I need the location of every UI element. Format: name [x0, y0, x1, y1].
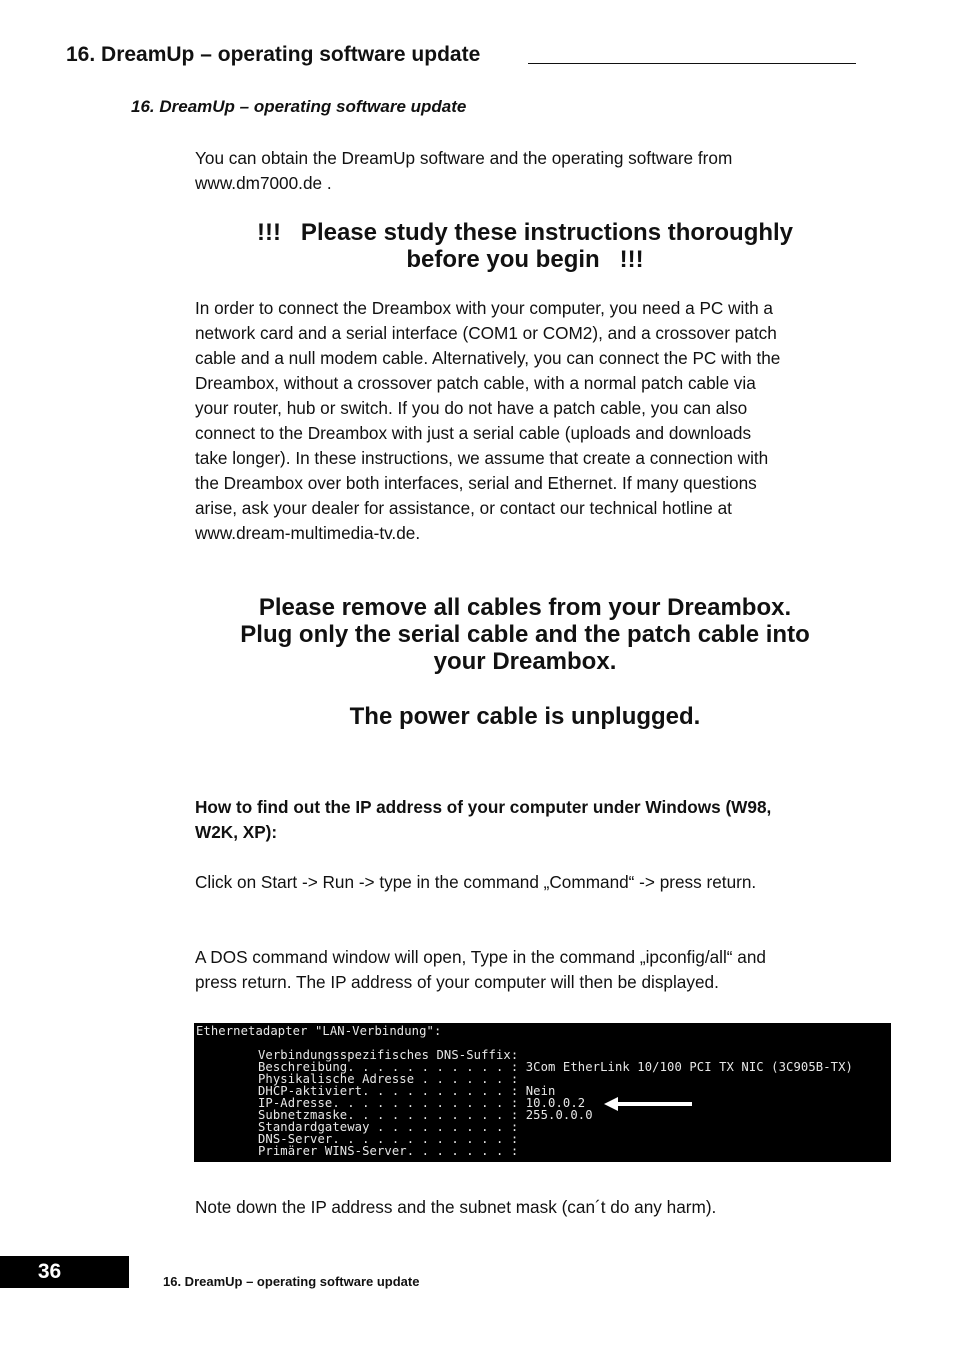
page-header-title: 16. DreamUp – operating software update	[66, 43, 481, 66]
step-dos-line: A DOS command window will open, Type in the command „ipconfig/all“ and	[195, 947, 766, 967]
footer-section-label: 16. DreamUp – operating software update	[163, 1274, 420, 1289]
dos-row: Verbindungsspezifisches DNS-Suffix:	[258, 1048, 519, 1062]
dos-row: Standardgateway . . . . . . . . . :	[258, 1120, 519, 1134]
body-line: network card and a serial interface (COM1 or COM2), and a crossover patch	[195, 323, 777, 343]
body-line: Dreambox, without a crossover patch cable, with a normal patch cable via	[195, 373, 756, 393]
intro-line: You can obtain the DreamUp software and the operating software from	[195, 148, 733, 168]
arrow-left-icon	[604, 1097, 692, 1111]
howto-line: W2K, XP):	[195, 822, 278, 842]
dos-row: DNS-Server. . . . . . . . . . . . :	[258, 1132, 519, 1146]
body-line: arise, ask your dealer for assistance, or contact our technical hotline at	[195, 498, 732, 518]
power-notice: The power cable is unplugged.	[349, 703, 701, 730]
page-number: 36	[37, 1260, 62, 1283]
header-rule	[528, 63, 856, 64]
step-run: Click on Start -> Run -> type in the command „Command“ -> press return.	[195, 872, 757, 892]
dos-row: Physikalische Adresse . . . . . . :	[258, 1072, 519, 1086]
cables-line: Plug only the serial cable and the patch cable into	[240, 621, 810, 648]
dos-row: DHCP-aktiviert. . . . . . . . . . : Nein	[258, 1084, 556, 1098]
body-line: connect to the Dreambox with just a serial cable (uploads and downloads	[195, 423, 752, 443]
intro-paragraph	[195, 146, 855, 196]
cables-line: your Dreambox.	[433, 648, 617, 675]
warning-line: before you begin !!!	[406, 246, 644, 273]
body-line: take longer). In these instructions, we assume that create a connection with	[195, 448, 769, 468]
dos-window-screenshot	[194, 1023, 891, 1162]
body-line: In order to connect the Dreambox with your computer, you need a PC with a	[195, 298, 773, 318]
dos-row: Beschreibung. . . . . . . . . . . : 3Com EtherLink 10/100 PCI TX NIC (3C905B-TX)	[258, 1060, 853, 1074]
body-line: www.dream-multimedia-tv.de.	[195, 523, 421, 543]
body-paragraph	[195, 296, 855, 546]
warning-line: !!! Please study these instructions thoroughly	[256, 219, 794, 246]
howto-heading	[195, 795, 855, 845]
body-line: your router, hub or switch. If you do not have a patch cable, you can also	[195, 398, 748, 418]
dos-row-subnet: Subnetzmaske. . . . . . . . . . . : 255.0.0.0	[258, 1108, 593, 1122]
warning-notice	[195, 219, 855, 273]
section-subheading: 16. DreamUp – operating software update	[131, 97, 467, 116]
dos-adapter-line: Ethernetadapter "LAN-Verbindung":	[196, 1024, 442, 1038]
dos-row-ip: IP-Adresse. . . . . . . . . . . . : 10.0.0.2	[258, 1096, 586, 1110]
howto-line: How to find out the IP address of your computer under Windows (W98,	[195, 797, 772, 817]
note-paragraph: Note down the IP address and the subnet mask (can´t do any harm).	[195, 1197, 717, 1217]
cables-line: Please remove all cables from your Dreambox.	[258, 594, 792, 621]
body-line: cable and a null modem cable. Alternatively, you can connect the PC with the	[195, 348, 781, 368]
step-dos	[195, 945, 855, 995]
intro-link-line: www.dm7000.de .	[195, 173, 332, 193]
step-dos-line: press return. The IP address of your computer will then be displayed.	[195, 972, 719, 992]
dos-row: Primärer WINS-Server. . . . . . . :	[258, 1144, 519, 1158]
cables-notice	[195, 594, 855, 675]
page-number-badge	[0, 1256, 129, 1288]
body-line: the Dreambox over both interfaces, serial and Ethernet. If many questions	[195, 473, 757, 493]
